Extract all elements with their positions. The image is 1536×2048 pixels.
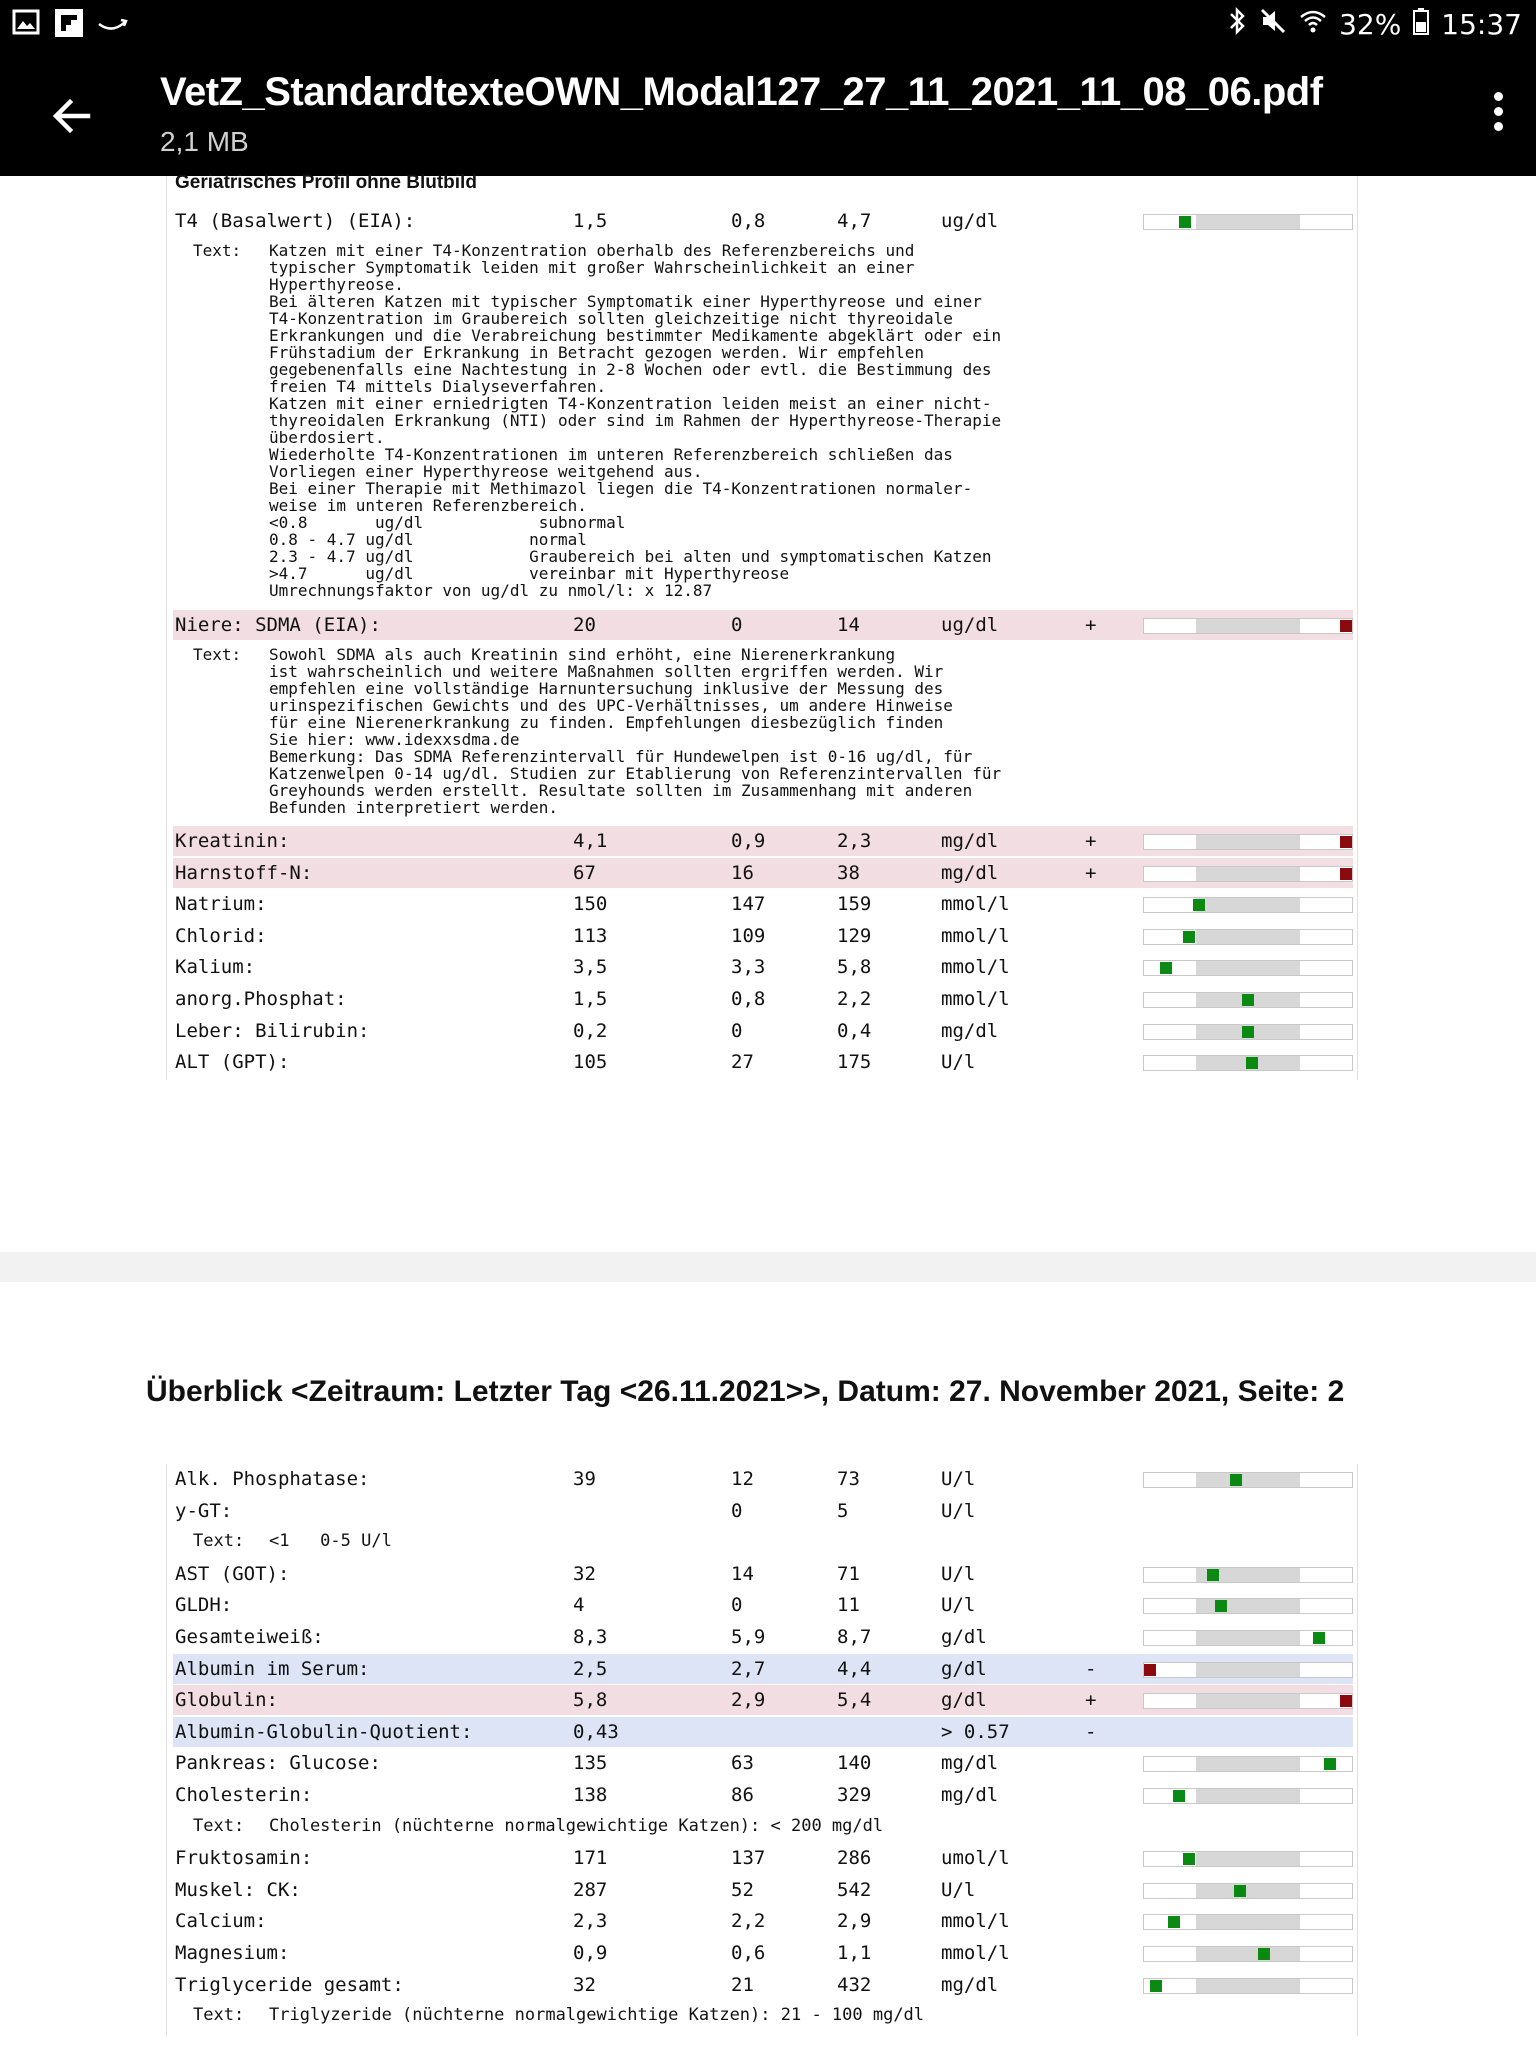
- arrow-back-icon: [44, 88, 100, 144]
- gallery-icon: [12, 8, 40, 36]
- comment-line: >4.7 ug/dl vereinbar mit Hyperthyreose: [269, 564, 790, 583]
- unit: U/l: [941, 1468, 976, 1490]
- comment-line: typischer Symptomatik leiden mit großer Wahrscheinlichkeit an einer: [269, 258, 915, 277]
- comment-line: freien T4 mittels Dialyseverfahren.: [269, 377, 607, 396]
- gauge-marker: [1258, 1948, 1270, 1960]
- comment-line: empfehlen eine vollständige Harnuntersuchung inklusive der Messung des: [269, 679, 944, 698]
- gauge-marker: [1207, 1569, 1219, 1581]
- result-row: [173, 826, 1353, 856]
- flag: -: [1085, 1657, 1097, 1680]
- comment-line: Hyperthyreose.: [269, 275, 404, 294]
- range-gauge: [1143, 1756, 1353, 1772]
- comment-label: Text:: [193, 1531, 245, 1552]
- comment-line: Katzen mit einer T4-Konzentration oberhalb des Referenzbereichs und: [269, 241, 915, 260]
- test-name: GLDH:: [175, 1594, 233, 1617]
- result-row: [173, 1047, 1353, 1077]
- comment-line: Vorliegen einer Hyperthyreose weitgehend aus.: [269, 462, 703, 481]
- test-value: 105: [573, 1051, 608, 1074]
- range-gauge: [1143, 1946, 1353, 1962]
- result-row: [173, 1559, 1353, 1589]
- sdma-comment: [173, 646, 1353, 822]
- reference-high: 2,2: [837, 988, 872, 1010]
- test-name: T4 (Basalwert) (EIA):: [175, 210, 416, 232]
- flag: +: [1085, 614, 1097, 636]
- comment-line: Bei einer Therapie mit Methimazol liegen die T4-Konzentrationen normaler-: [269, 479, 973, 498]
- t4-comment: [173, 242, 1353, 612]
- test-name: Kalium:: [175, 956, 256, 979]
- gauge-marker: [1183, 1853, 1195, 1865]
- gauge-marker: [1313, 1632, 1325, 1644]
- reference-high: 5,4: [837, 1689, 872, 1712]
- reference-low: 0: [731, 614, 743, 636]
- reference-high: 542: [837, 1878, 872, 1901]
- comment-line: <0.8 ug/dl subnormal: [269, 513, 626, 532]
- reference-high: 286: [837, 1847, 872, 1870]
- test-value: 150: [573, 893, 608, 916]
- comment-line: für eine Nierenerkrankung zu finden. Empfehlungen diesbezüglich finden: [269, 713, 944, 732]
- gauge-marker: [1340, 836, 1352, 848]
- range-gauge: [1143, 1978, 1353, 1994]
- test-value: 0,43: [573, 1720, 619, 1743]
- comment-label: Text:: [193, 1815, 245, 1836]
- unit: mmol/l: [941, 956, 1010, 979]
- range-gauge: [1143, 1914, 1353, 1930]
- unit: mmol/l: [941, 988, 1010, 1010]
- test-value: 0,9: [573, 1942, 608, 1964]
- reference-high: 129: [837, 924, 872, 947]
- unit: U/l: [941, 1562, 976, 1585]
- reference-high: 11: [837, 1594, 860, 1617]
- range-gauge: [1143, 1598, 1353, 1614]
- reference-high: 8,7: [837, 1626, 872, 1648]
- range-gauge: [1143, 929, 1353, 945]
- notification-icons: [12, 8, 124, 36]
- unit: mmol/l: [941, 893, 1010, 916]
- back-button[interactable]: [44, 88, 100, 144]
- unit: mmol/l: [941, 924, 1010, 947]
- flag: +: [1085, 861, 1097, 884]
- test-name: Harnstoff-N:: [175, 861, 313, 884]
- comment-line: Katzen mit einer erniedrigten T4-Konzentration leiden meist an einer nicht-: [269, 394, 992, 413]
- result-row: [173, 952, 1353, 982]
- result-row-sdma: [173, 610, 1353, 640]
- reference-low: 21: [731, 1973, 754, 1996]
- unit: mmol/l: [941, 1942, 1010, 1964]
- test-name: Chlorid:: [175, 924, 267, 947]
- test-value: 4,1: [573, 830, 608, 852]
- test-value: 67: [573, 861, 596, 884]
- ygt-comment: [173, 1527, 1353, 1557]
- range-gauge: [1143, 1472, 1353, 1488]
- test-name: Triglyceride gesamt:: [175, 1973, 404, 1996]
- reference-low: 14: [731, 1562, 754, 1585]
- reference-high: 5: [837, 1499, 849, 1522]
- reference-low: 2,7: [731, 1657, 766, 1680]
- range-gauge: [1143, 1788, 1353, 1804]
- reference-low: 12: [731, 1468, 754, 1490]
- test-name: Calcium:: [175, 1910, 267, 1933]
- test-name: Albumin-Globulin-Quotient:: [175, 1720, 473, 1743]
- result-row: [173, 1843, 1353, 1873]
- unit: U/l: [941, 1594, 976, 1617]
- flag: -: [1085, 1720, 1097, 1743]
- test-name: ALT (GPT):: [175, 1051, 290, 1074]
- reference-low: 63: [731, 1752, 754, 1775]
- result-row: [173, 1748, 1353, 1778]
- battery-percent: 32%: [1339, 8, 1402, 41]
- result-row: [173, 889, 1353, 919]
- wifi-icon: [1299, 7, 1327, 42]
- test-value: 135: [573, 1752, 608, 1775]
- reference-high: 159: [837, 893, 872, 916]
- result-row: [173, 1622, 1353, 1652]
- gauge-marker: [1242, 1026, 1254, 1038]
- reference-low: 27: [731, 1051, 754, 1074]
- range-gauge: [1143, 1883, 1353, 1899]
- result-row: [173, 984, 1353, 1014]
- unit: mmol/l: [941, 1910, 1010, 1933]
- reference-high: 0,4: [837, 1019, 872, 1042]
- reference-low: 109: [731, 924, 766, 947]
- result-row: [173, 1590, 1353, 1620]
- reference-low: 0: [731, 1019, 743, 1042]
- comment-text: Cholesterin (nüchterne normalgewichtige Katzen): < 200 mg/dl: [269, 1815, 884, 1836]
- reference-high: 71: [837, 1562, 860, 1585]
- comment-line: Katzenwelpen 0-14 ug/dl. Studien zur Etablierung von Referenzintervallen für: [269, 764, 1002, 783]
- result-row: [173, 1875, 1353, 1905]
- range-gauge: [1143, 834, 1353, 850]
- gauge-marker: [1183, 931, 1195, 943]
- mute-icon: [1259, 7, 1287, 42]
- range-gauge: [1143, 1567, 1353, 1583]
- comment-text: Triglyzeride (nüchterne normalgewichtige Katzen): 21 - 100 mg/dl: [269, 2005, 925, 2026]
- unit: U/l: [941, 1051, 976, 1074]
- comment-lines: [269, 242, 1001, 599]
- page-heading: Überblick <Zeitraum: Letzter Tag <26.11.2021>>, Datum: 27. November 2021, Seite: 2: [146, 1375, 1345, 1408]
- reference-high: 329: [837, 1784, 872, 1806]
- gauge-marker: [1150, 1980, 1162, 1992]
- test-name: Magnesium:: [175, 1942, 290, 1964]
- document-size: 2,1 MB: [160, 126, 249, 157]
- reference-high: 5,8: [837, 956, 872, 979]
- test-value: 1,5: [573, 210, 608, 232]
- reference-high: 14: [837, 614, 860, 636]
- gauge-marker: [1340, 620, 1352, 632]
- result-row: [173, 858, 1353, 888]
- result-row: [173, 1780, 1353, 1810]
- reference-high: 432: [837, 1973, 872, 1996]
- test-value: 2,5: [573, 1657, 608, 1680]
- reference-high: 4,7: [837, 210, 872, 232]
- gauge-marker: [1340, 1695, 1352, 1707]
- unit: ug/dl: [941, 210, 999, 232]
- comment-line: weise im unteren Referenzbereich.: [269, 496, 587, 515]
- test-name: y-GT:: [175, 1499, 233, 1522]
- test-value: 20: [573, 614, 596, 636]
- gauge-marker: [1160, 962, 1172, 974]
- comment-line: Erkrankungen und die Verabreichung bestimmter Medikamente abgeklärt oder ein: [269, 326, 1002, 345]
- test-value: 32: [573, 1562, 596, 1585]
- comment-line: Umrechnungsfaktor von ug/dl zu nmol/l: x 12.87: [269, 581, 713, 600]
- result-row: [173, 1016, 1353, 1046]
- unit: U/l: [941, 1878, 976, 1901]
- reference-high: 2,9: [837, 1910, 872, 1933]
- comment-line: Befunden interpretiert werden.: [269, 798, 558, 817]
- system-status: [1227, 6, 1522, 43]
- reference-high: 38: [837, 861, 860, 884]
- gauge-marker: [1234, 1885, 1246, 1897]
- unit: g/dl: [941, 1626, 987, 1648]
- unit: mg/dl: [941, 830, 999, 852]
- test-name: anorg.Phosphat:: [175, 988, 347, 1010]
- comment-line: Frühstadium der Erkrankung in Betracht gezogen werden. Wir empfehlen: [269, 343, 925, 362]
- gauge-marker: [1173, 1790, 1185, 1802]
- range-gauge: [1143, 1662, 1353, 1678]
- test-name: Alk. Phosphatase:: [175, 1468, 370, 1490]
- gauge-marker: [1215, 1600, 1227, 1612]
- result-row: [173, 1685, 1353, 1715]
- result-row: [173, 1654, 1353, 1684]
- comment-line: urinspezifischen Gewichts und des UPC-Verhältnisses, um andere Hinweise: [269, 696, 953, 715]
- test-value: 287: [573, 1878, 608, 1901]
- range-gauge: [1143, 960, 1353, 976]
- reference-low: 137: [731, 1847, 766, 1870]
- unit: > 0.57: [941, 1720, 1010, 1743]
- test-name: Albumin im Serum:: [175, 1657, 370, 1680]
- comment-label: Text:: [193, 2005, 245, 2026]
- comment-line: überdosiert.: [269, 428, 385, 447]
- reference-high: 4,4: [837, 1657, 872, 1680]
- range-gauge: [1143, 1055, 1353, 1071]
- amazon-icon: [96, 8, 124, 36]
- test-name: Natrium:: [175, 893, 267, 916]
- reference-high: 2,3: [837, 830, 872, 852]
- result-row: [173, 1496, 1353, 1526]
- pdf-page-1: [166, 172, 1358, 1080]
- comment-line: Wiederholte T4-Konzentrationen im unteren Referenzbereich schließen das: [269, 445, 953, 464]
- bluetooth-icon: [1227, 6, 1247, 43]
- comment-line: 0.8 - 4.7 ug/dl normal: [269, 530, 587, 549]
- test-value: 138: [573, 1784, 608, 1806]
- test-name: Gesamteiweiß:: [175, 1626, 324, 1648]
- gauge-marker: [1144, 1664, 1156, 1676]
- test-name: Globulin:: [175, 1689, 278, 1712]
- section-title: Geriatrisches Profil ohne Blutbild: [175, 172, 477, 193]
- gauge-marker: [1179, 216, 1191, 228]
- reference-low: 0,8: [731, 210, 766, 232]
- reference-low: 2,2: [731, 1910, 766, 1933]
- cholesterin-comment: [173, 1812, 1353, 1842]
- reference-low: 0,9: [731, 830, 766, 852]
- reference-low: 147: [731, 893, 766, 916]
- more-options-button[interactable]: [1488, 88, 1508, 144]
- unit: mg/dl: [941, 861, 999, 884]
- pdf-page-2: [166, 1464, 1358, 2036]
- test-value: 171: [573, 1847, 608, 1870]
- unit: mg/dl: [941, 1019, 999, 1042]
- gauge-marker: [1230, 1474, 1242, 1486]
- reference-low: 0,8: [731, 988, 766, 1010]
- result-row: [173, 1464, 1353, 1494]
- range-gauge: [1143, 1851, 1353, 1867]
- document-title: VetZ_StandardtexteOWN_Modal127_27_11_2021_11_08_06.pdf: [160, 70, 1323, 114]
- comment-label: Text:: [193, 241, 242, 260]
- range-gauge: [1143, 214, 1353, 230]
- unit: U/l: [941, 1499, 976, 1522]
- comment-line: Sie hier: www.idexxsdma.de: [269, 730, 520, 749]
- reference-low: 3,3: [731, 956, 766, 979]
- reference-low: 0: [731, 1594, 743, 1617]
- test-name: Fruktosamin:: [175, 1847, 313, 1870]
- gauge-marker: [1324, 1758, 1336, 1770]
- result-row-t4: [173, 206, 1353, 236]
- reference-low: 16: [731, 861, 754, 884]
- reference-low: 0: [731, 1499, 743, 1522]
- test-value: 2,3: [573, 1910, 608, 1933]
- comment-line: Bemerkung: Das SDMA Referenzintervall für Hundewelpen ist 0-16 ug/dl, für: [269, 747, 973, 766]
- test-value: 8,3: [573, 1626, 608, 1648]
- clock: 15:37: [1441, 8, 1522, 41]
- more-vert-icon: [1494, 92, 1503, 101]
- reference-low: 86: [731, 1784, 754, 1806]
- range-gauge: [1143, 1630, 1353, 1646]
- unit: umol/l: [941, 1847, 1010, 1870]
- range-gauge: [1143, 618, 1353, 634]
- range-gauge: [1143, 897, 1353, 913]
- result-row: [173, 1906, 1353, 1936]
- range-gauge: [1143, 866, 1353, 882]
- test-name: Cholesterin:: [175, 1784, 313, 1806]
- test-value: 5,8: [573, 1689, 608, 1712]
- comment-text: <1 0-5 U/l: [269, 1531, 392, 1552]
- comment-line: Greyhounds werden erstellt. Resultate sollten im Zusammenhang mit anderen: [269, 781, 973, 800]
- test-value: 39: [573, 1468, 596, 1490]
- reference-low: 52: [731, 1878, 754, 1901]
- flag: +: [1085, 830, 1097, 852]
- gauge-marker: [1340, 868, 1352, 880]
- result-row: [173, 921, 1353, 951]
- gauge-marker: [1246, 1057, 1258, 1069]
- test-value: 4: [573, 1594, 585, 1617]
- range-gauge: [1143, 1693, 1353, 1709]
- reference-high: 140: [837, 1752, 872, 1775]
- comment-line: thyreoidalen Erkrankung (NTI) oder sind im Rahmen der Hyperthyreose-Therapie: [269, 411, 1002, 430]
- unit: ug/dl: [941, 614, 999, 636]
- test-name: AST (GOT):: [175, 1562, 290, 1585]
- result-row: [173, 1938, 1353, 1968]
- comment-lines: [269, 646, 1001, 816]
- comment-line: 2.3 - 4.7 ug/dl Graubereich bei alten und symptomatischen Katzen: [269, 547, 992, 566]
- result-row: [173, 1970, 1353, 2000]
- unit: g/dl: [941, 1657, 987, 1680]
- comment-line: T4-Konzentration im Graubereich sollten gleichzeitige nicht thyreoidale: [269, 309, 953, 328]
- test-value: 0,2: [573, 1019, 608, 1042]
- test-value: 3,5: [573, 956, 608, 979]
- flipboard-icon: [54, 8, 82, 36]
- comment-line: Bei älteren Katzen mit typischer Symptomatik einer Hyperthyreose und einer: [269, 292, 982, 311]
- result-row: [173, 1717, 1353, 1747]
- test-value: 1,5: [573, 988, 608, 1010]
- unit: mg/dl: [941, 1752, 999, 1775]
- test-value: 32: [573, 1973, 596, 1996]
- gauge-marker: [1242, 994, 1254, 1006]
- range-gauge: [1143, 992, 1353, 1008]
- test-name: Leber: Bilirubin:: [175, 1019, 370, 1042]
- comment-line: ist wahrscheinlich und weitere Maßnahmen sollten ergriffen werden. Wir: [269, 662, 944, 681]
- reference-low: 5,9: [731, 1626, 766, 1648]
- comment-line: Sowohl SDMA als auch Kreatinin sind erhöht, eine Nierenerkrankung: [269, 645, 896, 664]
- test-name: Niere: SDMA (EIA):: [175, 614, 381, 636]
- reference-high: 1,1: [837, 1942, 872, 1964]
- app-bar: [0, 48, 1536, 176]
- test-name: Pankreas: Glucose:: [175, 1752, 381, 1775]
- comment-line: gegebenenfalls eine Nachtestung in 2-8 Wochen oder evtl. die Bestimmung des: [269, 360, 992, 379]
- reference-high: 73: [837, 1468, 860, 1490]
- range-gauge: [1143, 1024, 1353, 1040]
- test-value: 113: [573, 924, 608, 947]
- unit: mg/dl: [941, 1973, 999, 1996]
- flag: +: [1085, 1689, 1097, 1712]
- battery-icon: [1413, 7, 1429, 42]
- triglyceride-comment: [173, 2001, 1353, 2031]
- unit: g/dl: [941, 1689, 987, 1712]
- unit: mg/dl: [941, 1784, 999, 1806]
- gauge-marker: [1168, 1916, 1180, 1928]
- reference-low: 0,6: [731, 1942, 766, 1964]
- reference-high: 175: [837, 1051, 872, 1074]
- gauge-marker: [1193, 899, 1205, 911]
- page-separator: [0, 1252, 1536, 1282]
- comment-label: Text:: [193, 645, 242, 664]
- reference-low: 2,9: [731, 1689, 766, 1712]
- test-name: Kreatinin:: [175, 830, 290, 852]
- test-name: Muskel: CK:: [175, 1878, 301, 1901]
- status-bar: [0, 0, 1536, 48]
